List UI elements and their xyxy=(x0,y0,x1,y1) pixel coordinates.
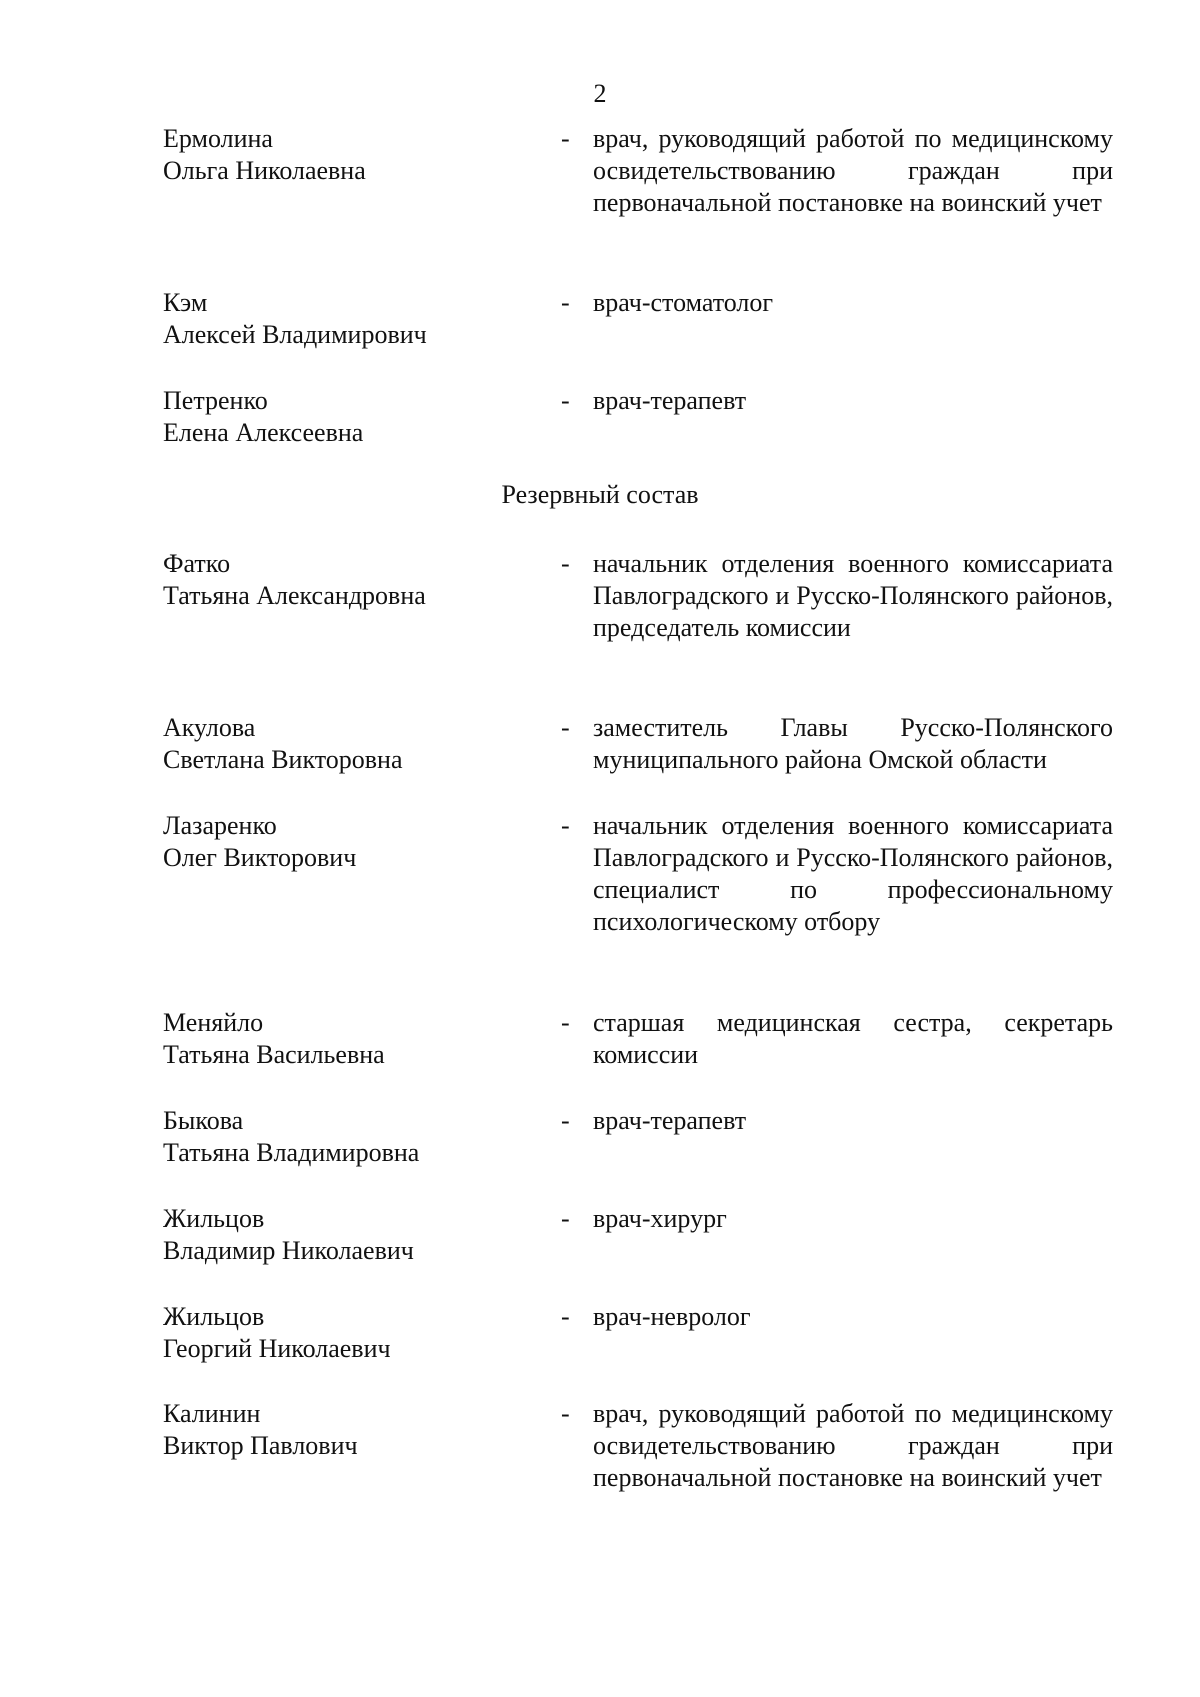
reserve-heading: Резервный состав xyxy=(501,480,699,509)
dash-separator: - xyxy=(561,1008,570,1037)
member-surname: Жильцов xyxy=(163,1302,265,1331)
member-role: начальник отделения военного комиссариата Павлоградского и Русско-Полянского районов, специалист по профессиональному психологическому отбору xyxy=(593,811,1113,936)
dash-separator: - xyxy=(561,811,570,840)
member-given-name: Олег Викторович xyxy=(163,843,357,872)
member-name xyxy=(163,712,533,776)
dash-separator: - xyxy=(561,549,570,578)
dash-separator: - xyxy=(561,1399,570,1428)
member-surname: Петренко xyxy=(163,386,268,415)
member-name xyxy=(163,1301,533,1365)
member-role: врач-хирург xyxy=(593,1204,727,1233)
member-given-name: Татьяна Владимировна xyxy=(163,1138,420,1167)
member-surname: Акулова xyxy=(163,713,256,742)
member-role: старшая медицинская сестра, секретарь комиссии xyxy=(593,1008,1113,1069)
member-name xyxy=(163,123,533,187)
member-surname: Калинин xyxy=(163,1399,261,1428)
member-surname: Жильцов xyxy=(163,1204,265,1233)
dash-separator: - xyxy=(561,1106,570,1135)
member-name xyxy=(163,1105,533,1169)
member-surname: Лазаренко xyxy=(163,811,277,840)
member-surname: Кэм xyxy=(163,288,208,317)
member-role: врач-терапевт xyxy=(593,386,747,415)
member-name xyxy=(163,1398,533,1462)
member-given-name: Татьяна Александровна xyxy=(163,581,426,610)
member-given-name: Татьяна Васильевна xyxy=(163,1040,385,1069)
member-given-name: Светлана Викторовна xyxy=(163,745,403,774)
member-role: врач, руководящий работой по медицинскому освидетельствованию граждан при первоначальной постановке на воинский учет xyxy=(593,124,1113,217)
member-role: врач, руководящий работой по медицинскому освидетельствованию граждан при первоначальной постановке на воинский учет xyxy=(593,1399,1113,1492)
member-role: врач-стоматолог xyxy=(593,288,774,317)
member-role: начальник отделения военного комиссариата Павлоградского и Русско-Полянского районов, председатель комиссии xyxy=(593,549,1113,642)
member-role: врач-терапевт xyxy=(593,1106,747,1135)
member-name xyxy=(163,1203,533,1267)
member-given-name: Владимир Николаевич xyxy=(163,1236,414,1265)
member-name xyxy=(163,548,533,612)
member-role: заместитель Главы Русско-Полянского муниципального района Омской области xyxy=(593,713,1113,774)
dash-separator: - xyxy=(561,1204,570,1233)
member-name xyxy=(163,810,533,874)
member-name xyxy=(163,287,533,351)
member-surname: Меняйло xyxy=(163,1008,264,1037)
member-given-name: Виктор Павлович xyxy=(163,1431,358,1460)
member-surname: Фатко xyxy=(163,549,231,578)
dash-separator: - xyxy=(561,288,570,317)
member-role: врач-невролог xyxy=(593,1302,751,1331)
member-surname: Ермолина xyxy=(163,124,273,153)
dash-separator: - xyxy=(561,124,570,153)
member-given-name: Елена Алексеевна xyxy=(163,418,364,447)
page-number: 2 xyxy=(593,79,607,108)
member-surname: Быкова xyxy=(163,1106,244,1135)
dash-separator: - xyxy=(561,713,570,742)
dash-separator: - xyxy=(561,386,570,415)
member-given-name: Алексей Владимирович xyxy=(163,320,427,349)
member-name xyxy=(163,385,533,449)
dash-separator: - xyxy=(561,1302,570,1331)
member-name xyxy=(163,1007,533,1071)
member-given-name: Георгий Николаевич xyxy=(163,1334,391,1363)
member-given-name: Ольга Николаевна xyxy=(163,156,366,185)
